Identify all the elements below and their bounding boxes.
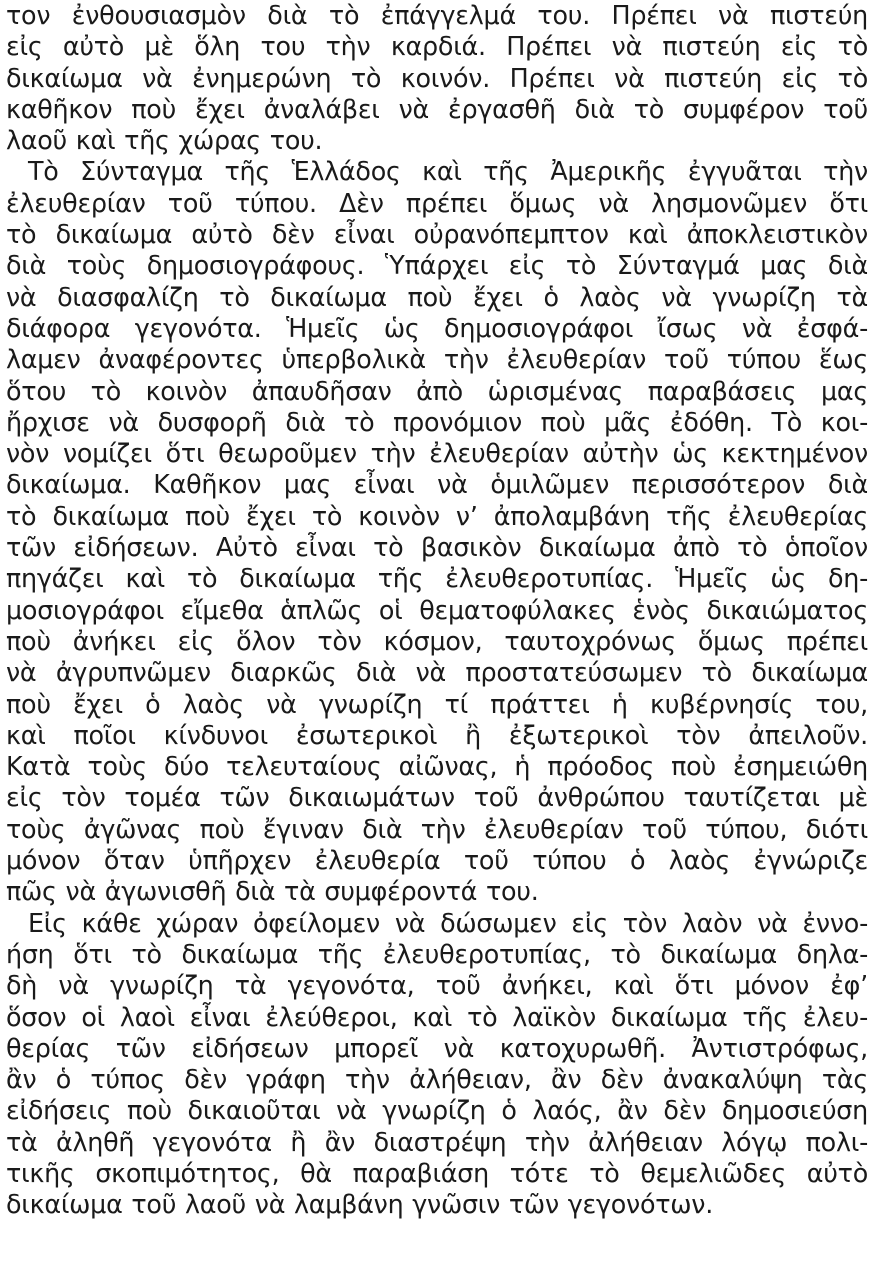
text-line: Εἰς κάθε χώραν ὀφείλομεν νὰ δώσωμεν εἰς τὸν λαὸν νὰ ἐννο-	[28, 907, 868, 938]
text-line: νὰ διασφαλίζη τὸ δικαίωμα ποὺ ἔχει ὁ λαὸς νὰ γνωρίζη τὰ	[6, 281, 868, 312]
text-line: πῶς νὰ ἀγωνισθῆ διὰ τὰ συμφέροντά του.	[6, 876, 539, 907]
text-line: νὰ ἀγρυπνῶμεν διαρκῶς διὰ νὰ προστατεύσωμεν τὸ δικαίωμα	[6, 657, 868, 688]
text-line: διὰ τοὺς δημοσιογράφους. Ὑπάρχει εἰς τὸ Σύνταγμά μας διὰ	[6, 250, 868, 281]
text-line: τοὺς ἀγῶνας ποὺ ἔγιναν διὰ τὴν ἐλευθερίαν τοῦ τύπου, διότι	[6, 813, 868, 844]
text-line: τῶν εἰδήσεων. Αὐτὸ εἶναι τὸ βασικὸν δικαίωμα ἀπὸ τὸ ὁποῖον	[6, 532, 868, 563]
text-line: θερίας τῶν εἰδήσεων μπορεῖ νὰ κατοχυρωθῆ. Ἀντιστρόφως,	[6, 1032, 868, 1063]
text-line: πηγάζει καὶ τὸ δικαίωμα τῆς ἐλευθεροτυπίας. Ἡμεῖς ὡς δη-	[6, 563, 868, 594]
text-line: διάφορα γεγονότα. Ἡμεῖς ὡς δημοσιογράφοι ἴσως νὰ ἐσφά-	[6, 312, 868, 343]
text-line: δικαίωμα. Καθῆκον μας εἶναι νὰ ὁμιλῶμεν περισσότερον διὰ	[6, 469, 868, 500]
text-line: τον ἐνθουσιασμὸν διὰ τὸ ἐπάγγελμά του. Πρέπει νὰ πιστεύη	[6, 0, 868, 30]
paragraph-2	[6, 156, 868, 907]
text-line: εἰς αὐτὸ μὲ ὅλη του τὴν καρδιά. Πρέπει νὰ πιστεύη εἰς τὸ	[6, 31, 868, 62]
text-line: μόνον ὅταν ὑπῆρχεν ἐλευθερία τοῦ τύπου ὁ λαὸς ἐγνώριζε	[6, 845, 868, 876]
text-line: Τὸ Σύνταγμα τῆς Ἑλλάδος καὶ τῆς Ἀμερικῆς ἐγγυᾶται τὴν	[28, 156, 868, 187]
text-line: εἰς τὸν τομέα τῶν δικαιωμάτων τοῦ ἀνθρώπου ταυτίζεται μὲ	[6, 782, 868, 813]
text-line: ήση ὅτι τὸ δικαίωμα τῆς ἐλευθεροτυπίας, τὸ δικαίωμα δηλα-	[6, 938, 868, 969]
text-line: ποὺ ἀνήκει εἰς ὅλον τὸν κόσμον, ταυτοχρόνως ὅμως πρέπει	[6, 625, 868, 656]
text-line: ποὺ ἔχει ὁ λαὸς νὰ γνωρίζη τί πράττει ἡ κυβέρνησίς του,	[6, 688, 868, 719]
text-line: δὴ νὰ γνωρίζη τὰ γεγονότα, τοῦ ἀνήκει, καὶ ὅτι μόνον ἐφ’	[6, 970, 868, 1001]
text-line: τὸ δικαίωμα ποὺ ἔχει τὸ κοινὸν ν’ ἀπολαμβάνη τῆς ἐλευθερίας	[6, 500, 868, 531]
text-line: τικῆς σκοπιμότητος, θὰ παραβιάση τότε τὸ θεμελιῶδες αὐτὸ	[6, 1157, 868, 1188]
paragraph-1	[6, 0, 868, 156]
text-line: ὅσον οἱ λαοὶ εἶναι ἐλεύθεροι, καὶ τὸ λαϊκὸν δικαίωμα τῆς ἐλευ-	[6, 1001, 868, 1032]
text-line: ἤρχισε νὰ δυσφορῆ διὰ τὸ προνόμιον ποὺ μᾶς ἐδόθη. Τὸ κοι-	[6, 406, 868, 437]
text-line: εἰδήσεις ποὺ δικαιοῦται νὰ γνωρίζη ὁ λαός, ἂν δὲν δημοσιεύση	[6, 1095, 868, 1126]
text-line: τὰ ἀληθῆ γεγονότα ἢ ἂν διαστρέψη τὴν ἀλήθειαν λόγῳ πολι-	[6, 1126, 868, 1157]
text-line: νὸν νομίζει ὅτι θεωροῦμεν τὴν ἐλευθερίαν αὐτὴν ὡς κεκτημένον	[6, 438, 868, 469]
text-line: τὸ δικαίωμα αὐτὸ δὲν εἶναι οὐρανόπεμπτον καὶ ἀποκλειστικὸν	[6, 219, 868, 250]
text-line: καθῆκον ποὺ ἔχει ἀναλάβει νὰ ἐργασθῆ διὰ τὸ συμφέρον τοῦ	[6, 93, 868, 124]
text-line: λαοῦ καὶ τῆς χώρας του.	[6, 125, 323, 156]
text-line: ὅτου τὸ κοινὸν ἀπαυδῆσαν ἀπὸ ὡρισμένας παραβάσεις μας	[6, 375, 868, 406]
text-line: δικαίωμα νὰ ἐνημερώνη τὸ κοινόν. Πρέπει νὰ πιστεύη εἰς τὸ	[6, 62, 868, 93]
text-line: λαμεν ἀναφέροντες ὑπερβολικὰ τὴν ἐλευθερίαν τοῦ τύπου ἕως	[6, 344, 868, 375]
text-line: καὶ ποῖοι κίνδυνοι ἐσωτερικοὶ ἢ ἐξωτερικοὶ τὸν ἀπειλοῦν.	[6, 719, 868, 750]
document-page	[6, 0, 868, 1221]
text-line: δικαίωμα τοῦ λαοῦ νὰ λαμβάνη γνῶσιν τῶν γεγονότων.	[6, 1189, 714, 1220]
text-line: μοσιογράφοι εἴμεθα ἁπλῶς οἱ θεματοφύλακες ἑνὸς δικαιώματος	[6, 594, 868, 625]
text-line: Κατὰ τοὺς δύο τελευταίους αἰῶνας, ἡ πρόοδος ποὺ ἐσημειώθη	[6, 751, 868, 782]
text-line: ἐλευθερίαν τοῦ τύπου. Δὲν πρέπει ὅμως νὰ λησμονῶμεν ὅτι	[6, 187, 868, 218]
paragraph-3	[6, 908, 868, 1221]
text-line: ἂν ὁ τύπος δὲν γράφη τὴν ἀλήθειαν, ἂν δὲν ἀνακαλύψη τὰς	[6, 1064, 868, 1095]
